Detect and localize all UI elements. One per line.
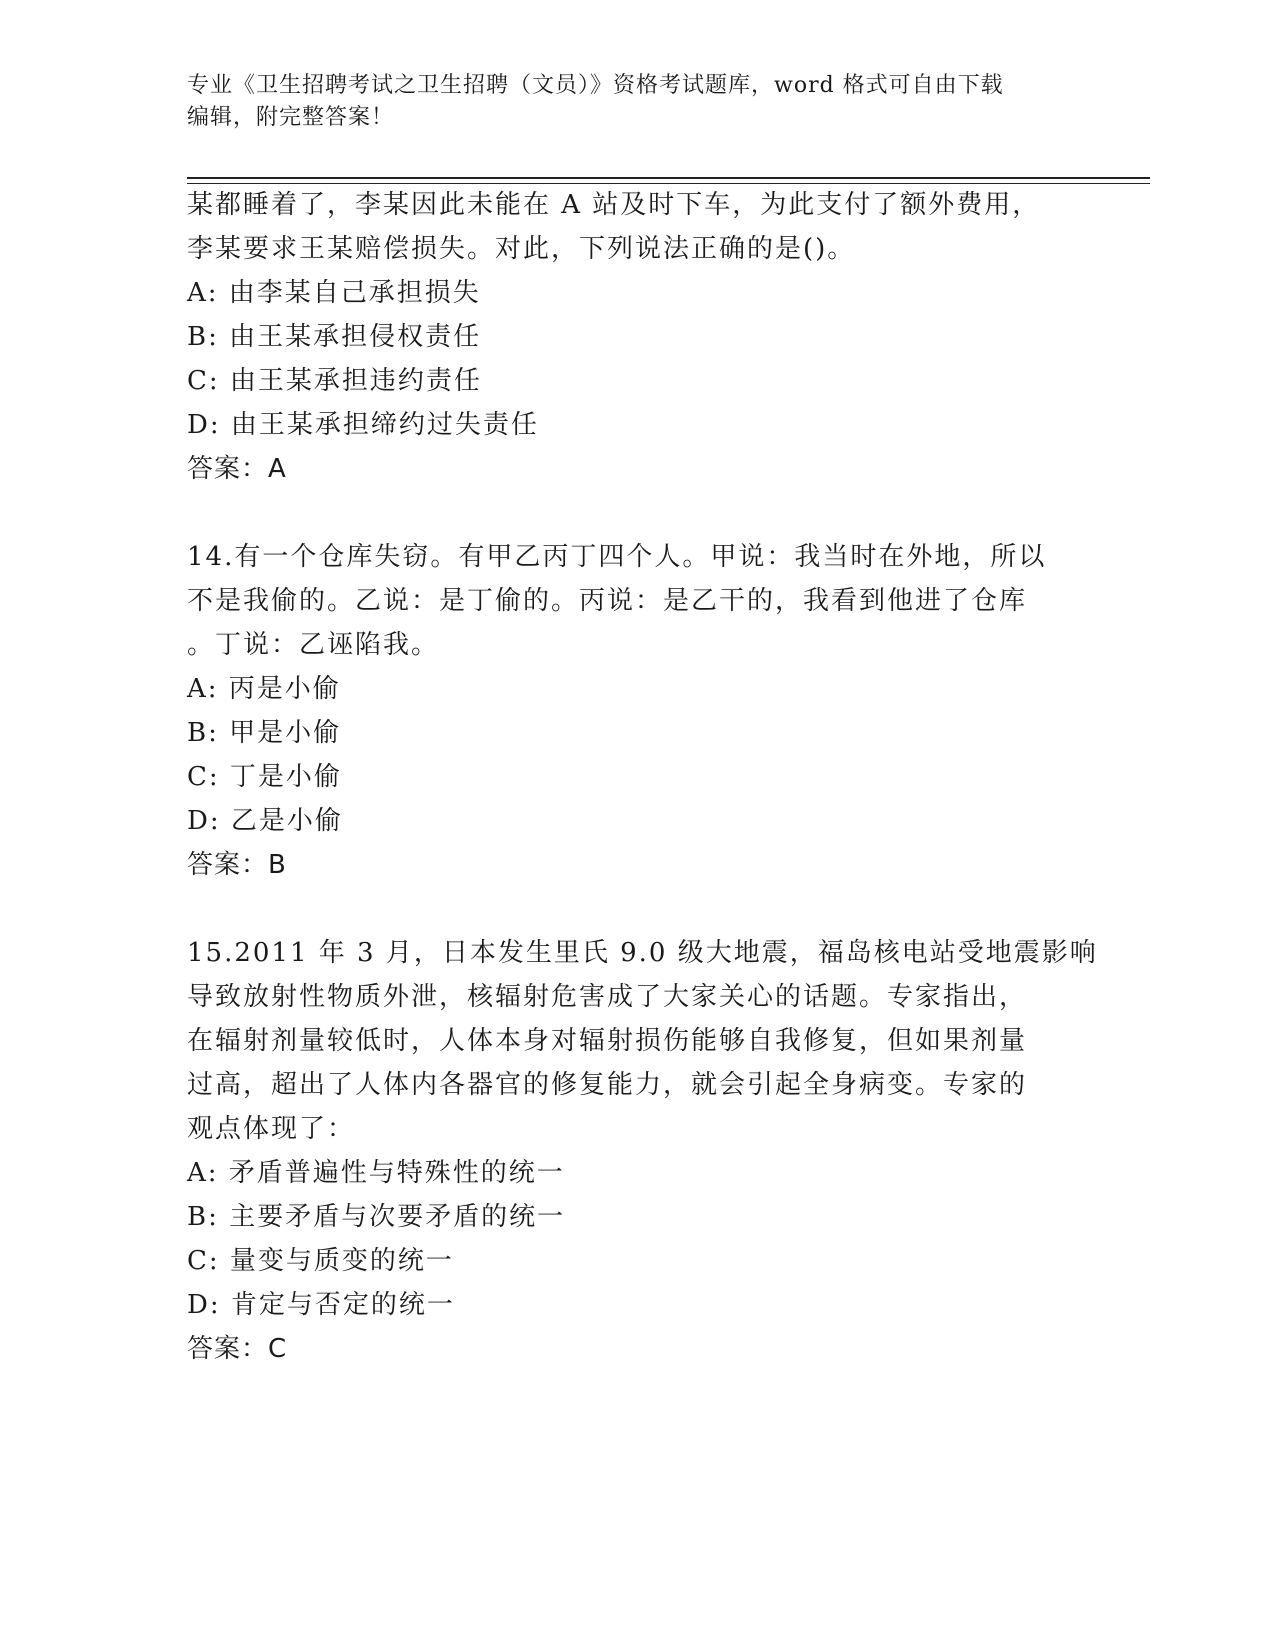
q14-option-b: B: 甲是小偷 xyxy=(187,718,342,748)
q15-option-a: A: 矛盾普遍性与特殊性的统一 xyxy=(187,1158,565,1188)
q14-answer: 答案：B xyxy=(187,850,287,880)
q13-option-b: B: 由王某承担侵权责任 xyxy=(187,322,482,352)
q15-option-d: D: 肯定与否定的统一 xyxy=(187,1290,455,1320)
q13-option-c: C: 由王某承担违约责任 xyxy=(187,366,482,396)
header-divider-thick xyxy=(187,177,1150,179)
q15-text-line-1: 15.2011 年 3 月，日本发生里氏 9.0 级大地震，福岛核电站受地震影响 xyxy=(187,938,1098,968)
q14-text-line-2: 不是我偷的。乙说：是丁偷的。丙说：是乙干的，我看到他进了仓库 xyxy=(187,586,1028,616)
q14-option-c: C: 丁是小偷 xyxy=(187,762,342,792)
q13-text-line-2: 李某要求王某赔偿损失。对此，下列说法正确的是()。 xyxy=(187,234,856,264)
q14-option-d: D: 乙是小偷 xyxy=(187,806,343,836)
header-line-1: 专业《卫生招聘考试之卫生招聘（文员）》资格考试题库，word 格式可自由下载 xyxy=(187,73,1004,98)
q13-text-line-1: 某都睡着了，李某因此未能在 A 站及时下车，为此支付了额外费用， xyxy=(187,190,1041,220)
q14-option-a: A: 丙是小偷 xyxy=(187,674,341,704)
q13-option-d: D: 由王某承担缔约过失责任 xyxy=(187,410,539,440)
q14-text-line-1: 14.有一个仓库失窃。有甲乙丙丁四个人。甲说：我当时在外地，所以 xyxy=(187,542,1047,572)
q15-option-c: C: 量变与质变的统一 xyxy=(187,1246,454,1276)
q15-text-line-2: 导致放射性物质外泄，核辐射危害成了大家关心的话题。专家指出， xyxy=(187,982,1028,1012)
q15-text-line-4: 过高，超出了人体内各器官的修复能力，就会引起全身病变。专家的 xyxy=(187,1070,1028,1100)
header-divider-thin xyxy=(187,183,1150,184)
q15-text-line-5: 观点体现了： xyxy=(187,1114,356,1144)
q15-answer: 答案：C xyxy=(187,1334,288,1364)
q15-text-line-3: 在辐射剂量较低时，人体本身对辐射损伤能够自我修复，但如果剂量 xyxy=(187,1026,1028,1056)
header-line-2: 编辑，附完整答案！ xyxy=(187,105,395,130)
q13-answer: 答案：A xyxy=(187,454,287,484)
document-header xyxy=(187,70,1087,134)
q14-text-line-3: 。丁说：乙诬陷我。 xyxy=(187,630,440,660)
q13-option-a: A: 由李某自己承担损失 xyxy=(187,278,481,308)
q15-option-b: B: 主要矛盾与次要矛盾的统一 xyxy=(187,1202,566,1232)
